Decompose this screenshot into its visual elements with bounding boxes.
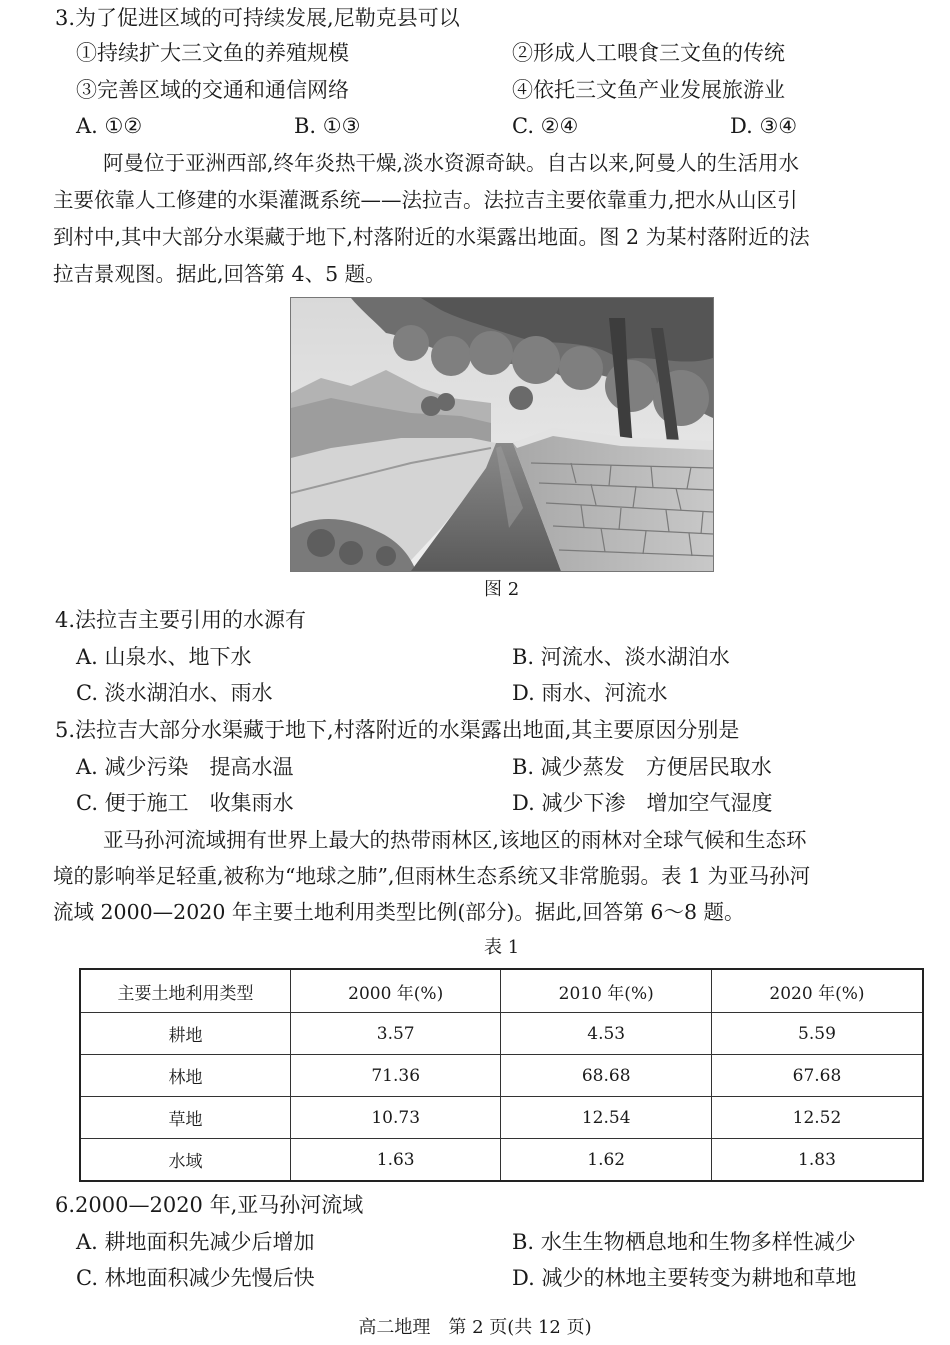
table-caption: 表 1 [484, 937, 520, 958]
table-cell: 12.54 [501, 1097, 712, 1139]
table-row [80, 1013, 923, 1055]
table-cell: 1.62 [501, 1139, 712, 1182]
q4-choice-a: A. 山泉水、地下水 [76, 645, 252, 669]
table-cell: 10.73 [290, 1097, 501, 1139]
q6-choice-b: B. 水生生物栖息地和生物多样性减少 [512, 1230, 856, 1254]
table-cell: 3.57 [290, 1013, 501, 1055]
table-cell: 5.59 [711, 1013, 923, 1055]
table-cell: 12.52 [711, 1097, 923, 1139]
q5-choice-a: A. 减少污染 提高水温 [76, 755, 294, 779]
q6-choice-c: C. 林地面积减少先慢后快 [76, 1266, 315, 1290]
table-row [80, 1055, 923, 1097]
table-cell: 水域 [80, 1139, 290, 1182]
table-row [80, 1139, 923, 1182]
table-cell: 草地 [80, 1097, 290, 1139]
page-footer: 高二地理 第 2 页(共 12 页) [358, 1317, 592, 1338]
q5-stem: 5.法拉吉大部分水渠藏于地下,村落附近的水渠露出地面,其主要原因分别是 [55, 718, 740, 742]
passage2-line-2: 境的影响举足轻重,被称为“地球之肺”,但雨林生态系统又非常脆弱。表 1 为亚马孙河 [53, 864, 811, 888]
table-cell: 林地 [80, 1055, 290, 1097]
q3-item-2: ②形成人工喂食三文鱼的传统 [512, 41, 785, 65]
q3-item-1: ①持续扩大三文鱼的养殖规模 [76, 41, 349, 65]
q6-choice-a: A. 耕地面积先减少后增加 [76, 1230, 315, 1254]
passage2-line-1: 亚马孙河流域拥有世界上最大的热带雨林区,该地区的雨林对全球气候和生态环 [103, 828, 807, 852]
q4-choice-c: C. 淡水湖泊水、雨水 [76, 681, 273, 705]
table-header-row [80, 969, 923, 1013]
q4-stem: 4.法拉吉主要引用的水源有 [55, 608, 307, 632]
q3-stem: 3.为了促进区域的可持续发展,尼勒克县可以 [55, 6, 460, 30]
table-cell: 67.68 [711, 1055, 923, 1097]
table-cell: 71.36 [290, 1055, 501, 1097]
q5-choice-b: B. 减少蒸发 方便居民取水 [512, 755, 772, 779]
q3-item-3: ③完善区域的交通和通信网络 [76, 78, 349, 102]
table-header: 2020 年(%) [711, 969, 923, 1013]
q4-choice-d: D. 雨水、河流水 [512, 681, 668, 705]
q6-stem: 6.2000—2020 年,亚马孙河流域 [55, 1193, 364, 1217]
q3-choice-b: B. ①③ [294, 114, 361, 138]
table-header: 2000 年(%) [290, 969, 501, 1013]
passage1-line-1: 阿曼位于亚洲西部,终年炎热干燥,淡水资源奇缺。自古以来,阿曼人的生活用水 [103, 151, 800, 175]
table-cell: 耕地 [80, 1013, 290, 1055]
table-cell: 1.83 [711, 1139, 923, 1182]
table-header: 主要土地利用类型 [80, 969, 290, 1013]
q3-item-4: ④依托三文鱼产业发展旅游业 [512, 78, 785, 102]
table-cell: 1.63 [290, 1139, 501, 1182]
passage1-line-3: 到村中,其中大部分水渠藏于地下,村落附近的水渠露出地面。图 2 为某村落附近的法 [53, 225, 810, 249]
table-cell: 4.53 [501, 1013, 712, 1055]
q5-choice-d: D. 减少下渗 增加空气湿度 [512, 791, 773, 815]
land-use-table [79, 968, 924, 1182]
passage1-line-2: 主要依靠人工修建的水渠灌溉系统——法拉吉。法拉吉主要依靠重力,把水从山区引 [53, 188, 798, 212]
q4-choice-b: B. 河流水、淡水湖泊水 [512, 645, 730, 669]
q3-choice-d: D. ③④ [730, 114, 798, 138]
q3-choice-a: A. ①② [76, 114, 143, 138]
q3-choice-c: C. ②④ [512, 114, 579, 138]
table-row [80, 1097, 923, 1139]
table-cell: 68.68 [501, 1055, 712, 1097]
passage2-line-3: 流域 2000—2020 年主要土地利用类型比例(部分)。据此,回答第 6～8 题。 [53, 900, 745, 924]
q6-choice-d: D. 减少的林地主要转变为耕地和草地 [512, 1266, 857, 1290]
passage1-line-4: 拉吉景观图。据此,回答第 4、5 题。 [53, 262, 386, 286]
q5-choice-c: C. 便于施工 收集雨水 [76, 791, 294, 815]
falaj-photo [290, 297, 714, 572]
table-header: 2010 年(%) [501, 969, 712, 1013]
figure-caption: 图 2 [484, 579, 520, 600]
